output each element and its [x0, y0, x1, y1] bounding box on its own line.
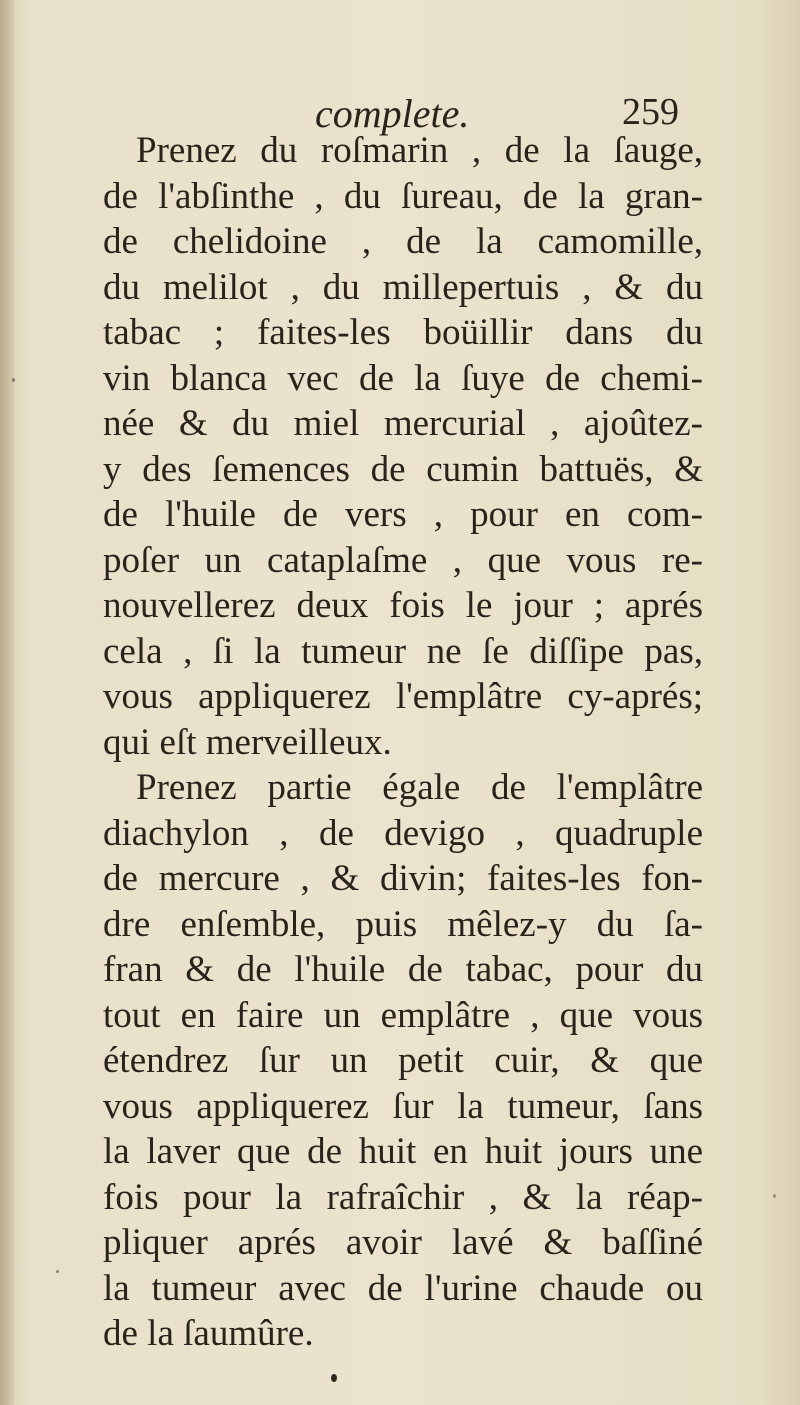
text-line: fois pour la rafraîchir , & la réap-	[103, 1176, 703, 1218]
text-line: la tumeur avec de l'urine chaude ou	[103, 1267, 703, 1309]
text-line: y des ſemences de cumin battuës, &	[103, 448, 703, 490]
body-text	[103, 128, 703, 1357]
ink-speck	[56, 1270, 59, 1273]
page-gutter	[0, 0, 14, 1405]
text-line: née & du miel mercurial , ajoûtez-	[103, 403, 703, 444]
text-line: poſer un cataplaſme , que vous re-	[103, 539, 703, 581]
text-line: pliquer aprés avoir lavé & baſſiné	[103, 1222, 703, 1263]
paragraph-2	[103, 765, 703, 1357]
text-line: de l'abſinthe , du ſureau, de la gran-	[103, 175, 703, 217]
text-line: nouvellerez deux fois le jour ; aprés	[103, 585, 703, 626]
text-line: la laver que de huit en huit jours une	[103, 1131, 703, 1172]
text-line: tabac ; faites-les boüillir dans du	[103, 312, 703, 353]
text-line: de mercure , & divin; faites-les fon-	[103, 858, 703, 899]
text-line: tout en faire un emplâtre , que vous	[103, 994, 703, 1036]
text-line: qui eſt merveilleux.	[103, 721, 392, 763]
text-line: du melilot , du millepertuis , & du	[103, 266, 703, 308]
text-line: de l'huile de vers , pour en com-	[103, 494, 703, 535]
ink-speck	[773, 1194, 776, 1198]
text-line: dre enſemble, puis mêlez-y du ſa-	[103, 903, 703, 945]
text-line: Prenez du roſmarin , de la ſauge,	[136, 130, 703, 171]
text-line: étendrez ſur un petit cuir, & que	[103, 1040, 703, 1081]
running-head: complete.	[315, 91, 470, 136]
text-line: cela , ſi la tumeur ne ſe diſſipe pas,	[103, 630, 703, 672]
ink-speck	[331, 1374, 337, 1382]
text-line: vin blanca vec de la ſuye de chemi-	[103, 357, 703, 399]
text-line: fran & de l'huile de tabac, pour du	[103, 949, 703, 990]
paragraph-1	[103, 128, 703, 765]
ink-speck	[12, 378, 15, 382]
text-line: vous appliquerez ſur la tumeur, ſans	[103, 1085, 703, 1127]
text-line: de la ſaumûre.	[103, 1313, 314, 1354]
text-line: Prenez partie égale de l'emplâtre	[136, 767, 703, 808]
text-line: diachylon , de devigo , quadruple	[103, 812, 703, 854]
text-line: de chelidoine , de la camomille,	[103, 221, 703, 262]
text-line: vous appliquerez l'emplâtre cy-aprés;	[103, 676, 703, 717]
page-number: 259	[622, 91, 679, 133]
